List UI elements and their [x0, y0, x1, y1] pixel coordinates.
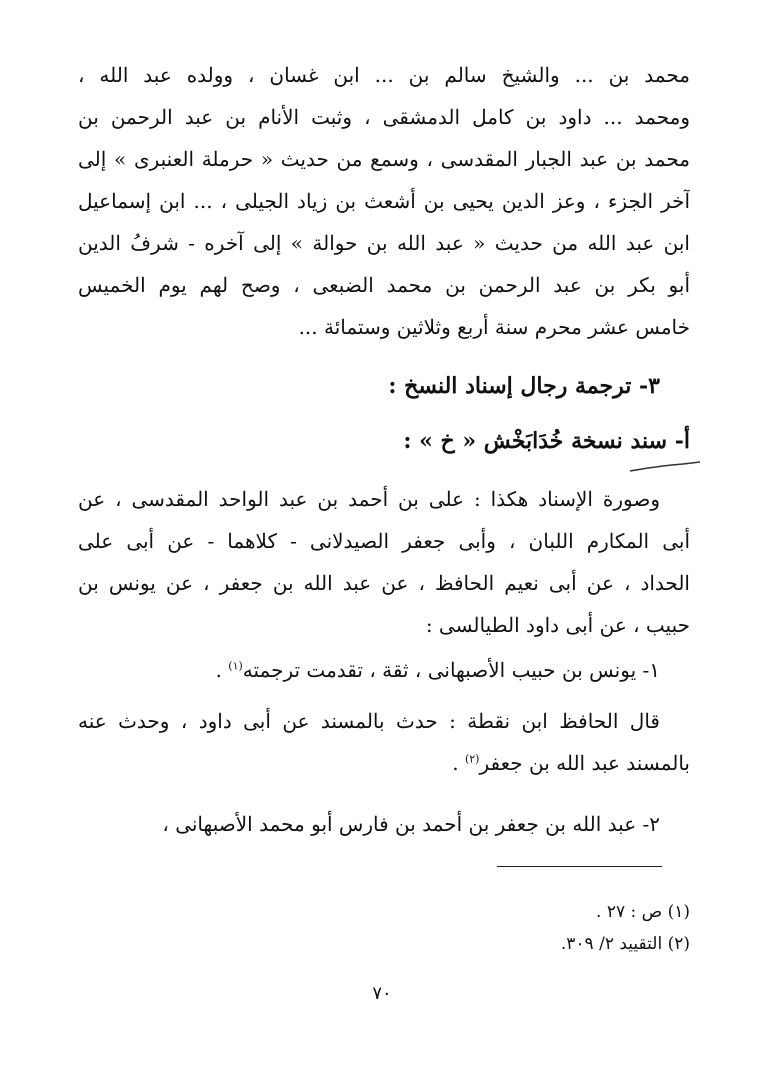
pen-mark-icon [628, 460, 703, 474]
text-line: قال الحافظ ابن نقطة : حدث بالمسند عن أبى داود ، وحدث عنه [78, 709, 660, 733]
text-line [78, 742, 690, 784]
text-line: محمد بن عبد الجبار المقدسى ، وسمع من حديث « حرملة العنبرى » إلى [78, 147, 690, 171]
item-1 [78, 649, 690, 691]
text-line: ابن عبد الله من حديث « عبد الله بن حوالة » إلى آخره - شرفُ الدين [78, 231, 690, 255]
item-2 [78, 803, 690, 845]
period: . [215, 658, 222, 682]
text-line: حبيب ، عن أبى داود الطيالسى : [425, 613, 690, 637]
quote-text: بالمسند عبد الله بن جعفر [479, 751, 690, 775]
text-line: محمد بن ... والشيخ سالم بن ... ابن غسان ، وولده عبد الله ، [78, 63, 690, 87]
footnotes [78, 896, 690, 960]
narrator-entry: ٢- عبد الله بن جعفر بن أحمد بن فارس أبو محمد الأصبهانى ، [162, 812, 660, 836]
page-number: ٧٠ [372, 983, 392, 1004]
section-heading: ٣- ترجمة رجال إسناد النسخ : [388, 373, 660, 399]
footnote: (٢) التقييد ٢/ ٣٠٩. [560, 934, 690, 954]
text-line: آخر الجزء ، وعز الدين يحيى بن أشعث بن زياد الجيلى ، ... ابن إسماعيل [78, 189, 690, 213]
period: . [452, 751, 459, 775]
isnad-paragraph [78, 478, 690, 646]
footnote-ref: (٢) [464, 752, 480, 766]
text-line: وصورة الإسناد هكذا : على بن أحمد بن عبد الواحد المقدسى ، عن [78, 487, 660, 511]
text-line: أبو بكر بن عبد الرحمن بن محمد الضبعى ، وصح لهم يوم الخميس [78, 273, 690, 297]
footnote-ref: (١) [228, 659, 243, 673]
narrator-text: ١- يونس بن حبيب الأصبهانى ، ثقة ، تقدمت ترجمته [242, 658, 660, 682]
subheading-block [78, 420, 690, 462]
subheading: أ- سند نسخة خُدَابَخْش « خ » : [403, 428, 690, 454]
top-paragraph [78, 54, 690, 348]
section-heading-block [78, 365, 690, 407]
footnote-divider [497, 866, 662, 867]
text-line: ومحمد ... داود بن كامل الدمشقى ، وثبت الأنام بن عبد الرحمن بن [78, 105, 690, 129]
text-line: أبى المكارم اللبان ، وأبى جعفر الصيدلانى - كلاهما - عن أبى على [78, 529, 690, 553]
quote-paragraph [78, 700, 690, 784]
text-line: خامس عشر محرم سنة أربع وثلاثين وستمائة ... [298, 315, 690, 339]
narrator-entry [78, 649, 690, 691]
text-line: الحداد ، عن أبى نعيم الحافظ ، عن عبد الله بن جعفر ، عن يونس بن [78, 571, 690, 595]
footnote: (١) ص : ٢٧ . [596, 902, 690, 922]
